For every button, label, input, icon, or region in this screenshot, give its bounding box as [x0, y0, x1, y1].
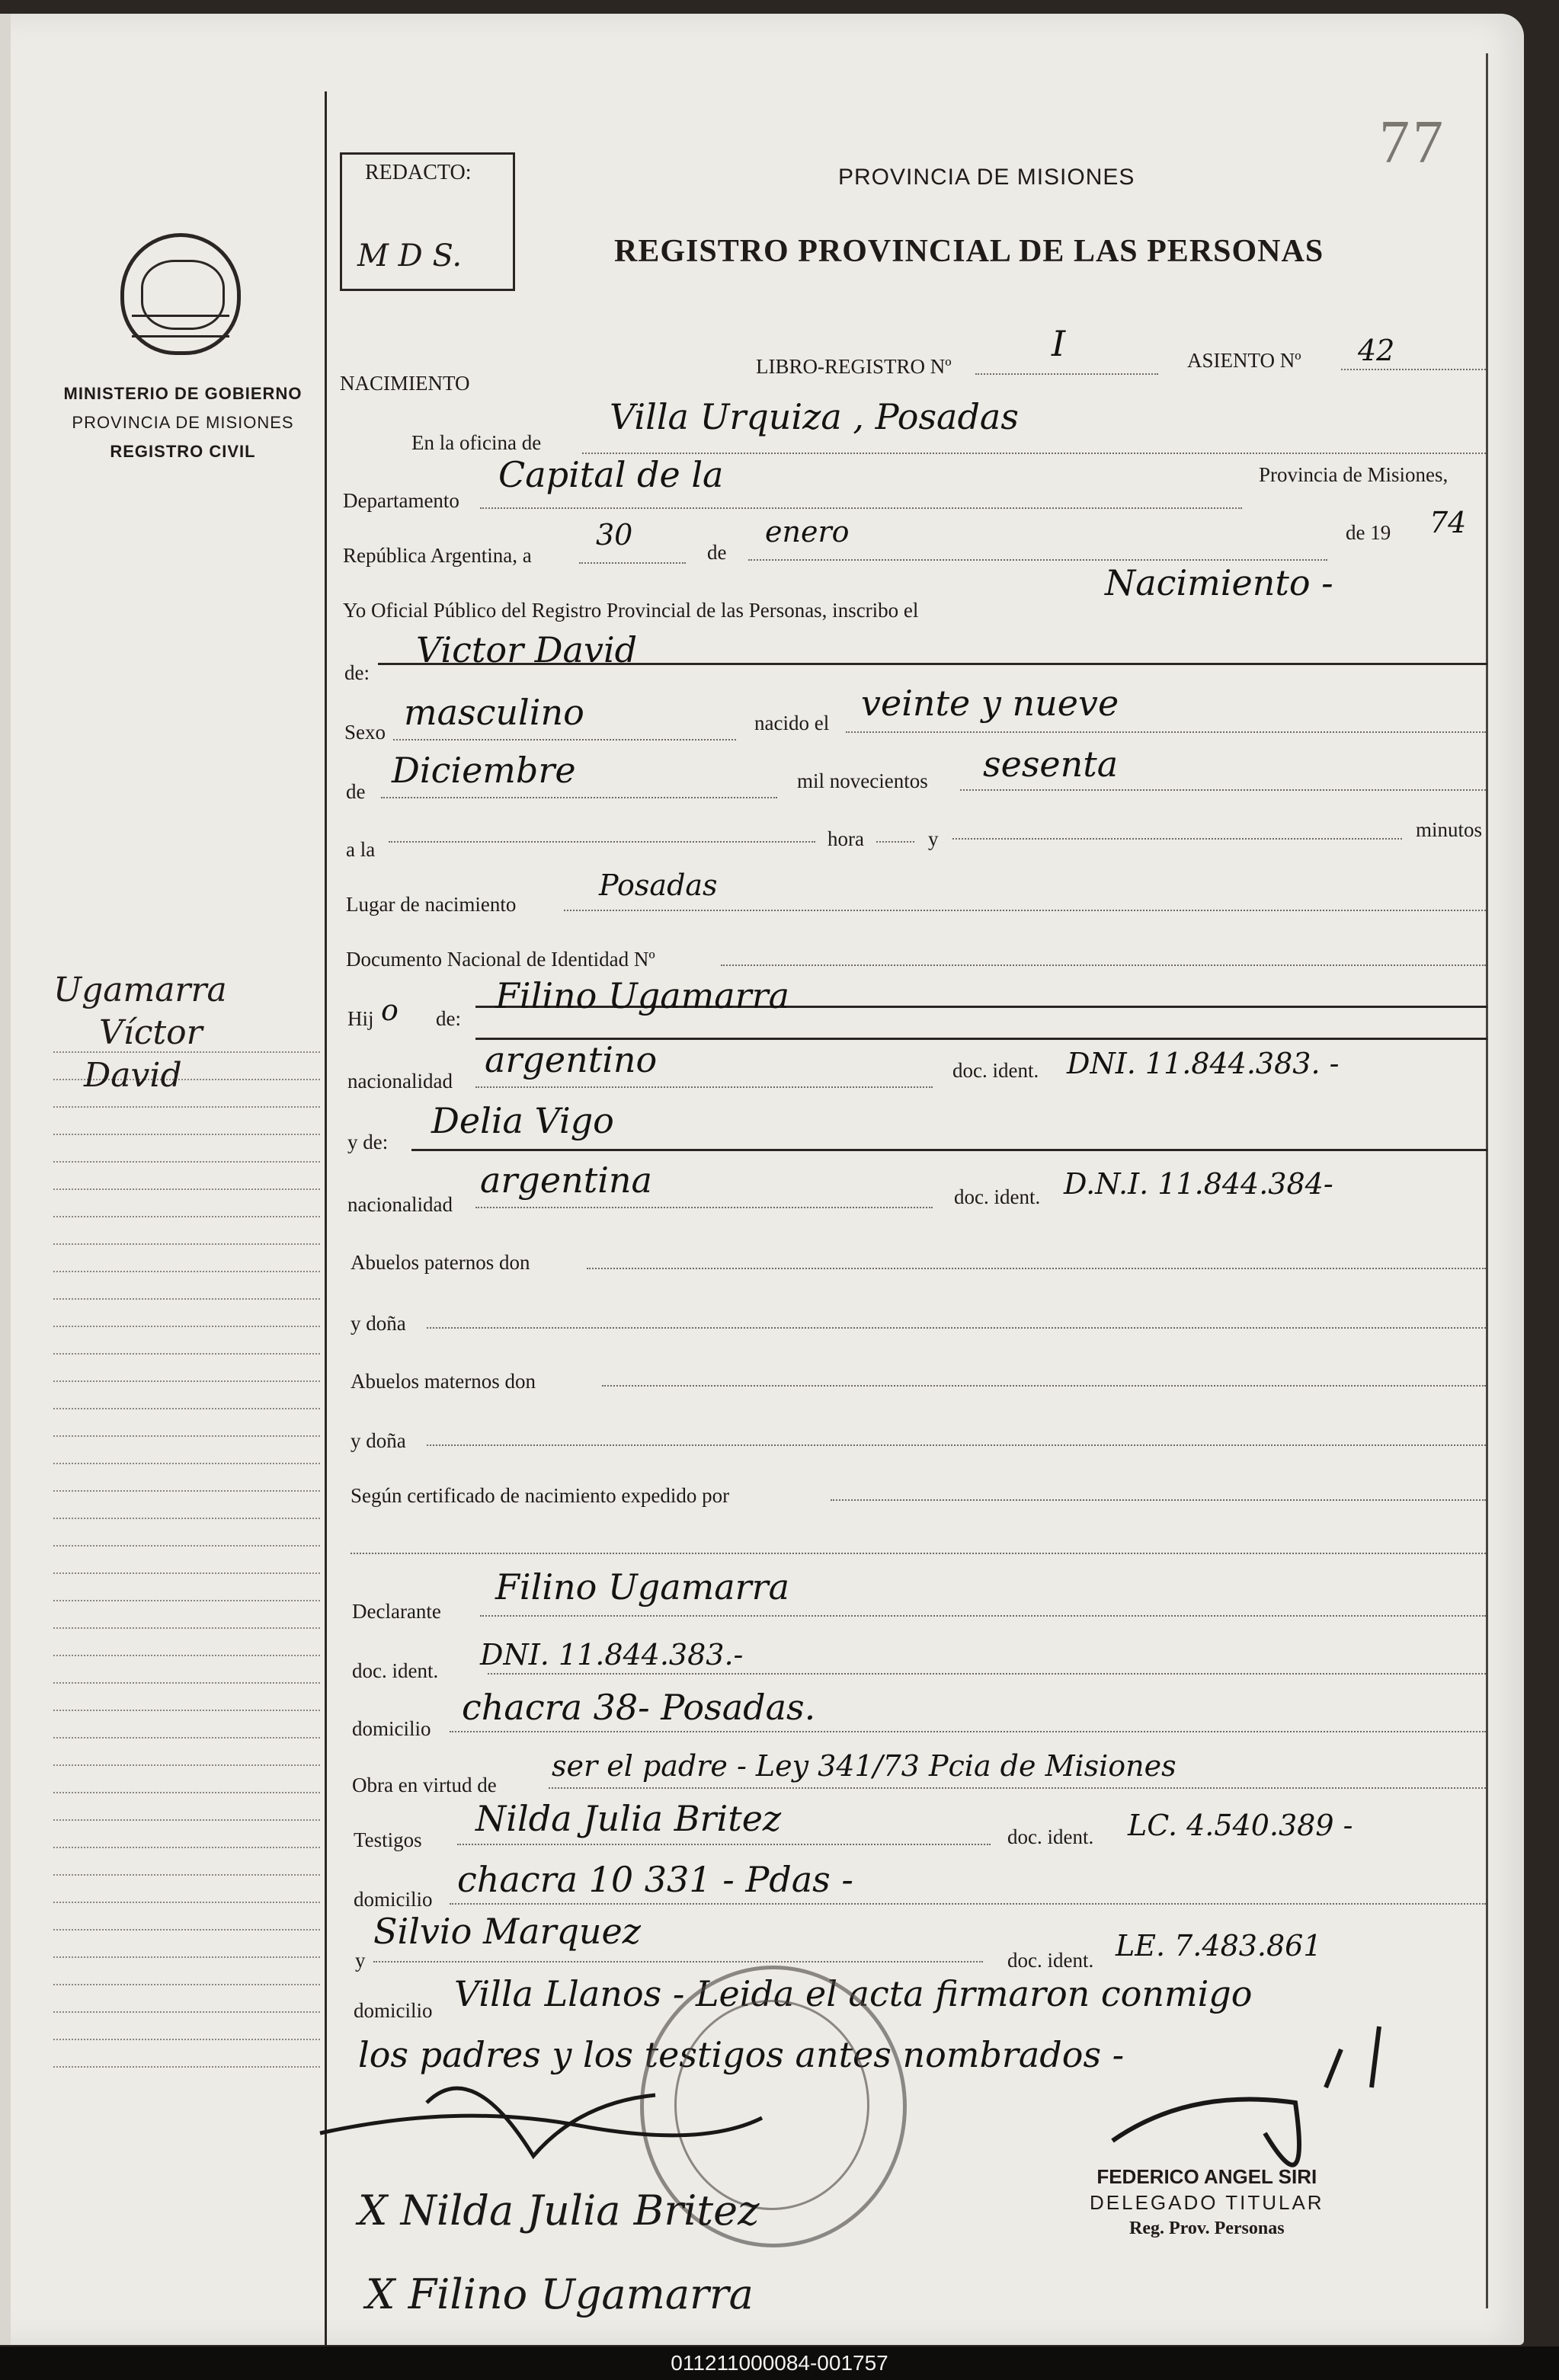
- nombre-value: Victor David: [416, 629, 638, 670]
- documento-label: Documento Nacional de Identidad Nº: [346, 948, 655, 971]
- asiento-value: 42: [1358, 334, 1395, 367]
- official-signature-block: [1090, 2164, 1324, 2241]
- madre-value: Delia Vigo: [431, 1100, 614, 1141]
- abuela-materna-label: y doña: [351, 1429, 406, 1452]
- lugar-label: Lugar de nacimiento: [346, 893, 517, 916]
- nacionalidad-madre-label: nacionalidad: [347, 1193, 453, 1216]
- madre-de-label: y de:: [347, 1131, 389, 1153]
- abuela-paterna-label: y doña: [351, 1312, 406, 1335]
- testigo1-doc-value: LC. 4.540.389 -: [1128, 1809, 1353, 1842]
- libro-label: LIBRO-REGISTRO Nº: [756, 355, 952, 378]
- nac-madre-value: argentina: [480, 1160, 652, 1201]
- nac-padre-value: argentino: [485, 1039, 658, 1080]
- doc-padre-label: doc. ident.: [952, 1059, 1039, 1082]
- official-role: DELEGADO TITULAR: [1090, 2191, 1324, 2214]
- witness-signature: X Nilda Julia Britez: [358, 2186, 760, 2234]
- anio-value: 74: [1429, 506, 1467, 539]
- signature-stroke: [427, 2088, 655, 2156]
- doc-decl-label: doc. ident.: [352, 1659, 439, 1682]
- domicilio3-label: domicilio: [354, 1999, 433, 2022]
- oficina-value: Villa Urquiza , Posadas: [610, 396, 1019, 437]
- hijo-de-label: de:: [436, 1007, 461, 1030]
- signature-stroke: [320, 2116, 762, 2135]
- domicilio3-value: Villa Llanos - Leida el acta firmaron conmigo: [454, 1973, 1253, 2014]
- ministry-province: PROVINCIA DE MISIONES: [72, 413, 294, 432]
- lugar-value: Posadas: [599, 869, 718, 902]
- hora-label: hora: [828, 827, 864, 850]
- asiento-label: ASIENTO Nº: [1187, 349, 1301, 372]
- de-mes-label: de: [346, 780, 366, 803]
- testigo1-value: Nilda Julia Britez: [475, 1798, 782, 1839]
- section-nacimiento: NACIMIENTO: [340, 372, 470, 395]
- a-la-label: a la: [346, 838, 376, 861]
- libro-value: I: [1052, 323, 1066, 364]
- signature-stroke: [1112, 2100, 1299, 2165]
- margin-middlename: David: [84, 1056, 182, 1095]
- padre-value: Filino Ugamarra: [495, 975, 790, 1016]
- hijo-gender: o: [381, 993, 399, 1027]
- mes-value: enero: [765, 515, 850, 549]
- y-label: y: [928, 827, 939, 850]
- page-number: 77: [1379, 109, 1446, 176]
- header-title: REGISTRO PROVINCIAL DE LAS PERSONAS: [614, 234, 1324, 269]
- abuelos-maternos-label: Abuelos maternos don: [351, 1370, 536, 1393]
- de-nombre-label: de:: [344, 661, 370, 684]
- testigo1-doc-label: doc. ident.: [1007, 1825, 1094, 1848]
- provincia-label: Provincia de Misiones,: [1259, 463, 1449, 486]
- doc-padre-value: DNI. 11.844.383. -: [1067, 1047, 1340, 1080]
- segun-label: Según certificado de nacimiento expedido por: [351, 1484, 730, 1507]
- redacto-initials: M D S.: [357, 238, 463, 274]
- departamento-label: Departamento: [343, 489, 459, 512]
- margin-surname: Ugamarra: [53, 971, 227, 1009]
- obra-label: Obra en virtud de: [352, 1774, 497, 1796]
- ministry-name: MINISTERIO DE GOBIERNO: [63, 384, 303, 403]
- sexo-label: Sexo: [344, 721, 386, 744]
- minutos-label: minutos: [1416, 818, 1483, 841]
- hijo-label: Hij: [347, 1007, 374, 1030]
- nacido-label: nacido el: [754, 712, 830, 734]
- obra-value: ser el padre - Ley 341/73 Pcia de Misiones: [552, 1749, 1176, 1783]
- oficial-label: Yo Oficial Público del Registro Provincial de las Personas, inscribo el: [343, 599, 919, 622]
- margin-firstname: Víctor: [99, 1013, 203, 1052]
- republica-label: República Argentina, a: [343, 544, 532, 567]
- father-signature: X Filino Ugamarra: [366, 2270, 754, 2318]
- ministry-registry: REGISTRO CIVIL: [110, 442, 256, 461]
- testigos-label: Testigos: [354, 1828, 422, 1851]
- nacionalidad-padre-label: nacionalidad: [347, 1070, 453, 1092]
- sexo-value: masculino: [404, 692, 584, 733]
- official-office: Reg. Prov. Personas: [1129, 2218, 1285, 2238]
- oficina-label: En la oficina de: [411, 431, 542, 454]
- doc-madre-value: D.N.I. 11.844.384-: [1064, 1167, 1333, 1201]
- image-footer: [0, 2346, 1559, 2380]
- redacto-label: REDACTO:: [365, 161, 472, 184]
- declarante-label: Declarante: [352, 1600, 441, 1623]
- doc-madre-label: doc. ident.: [954, 1185, 1041, 1208]
- y2-label: y: [355, 1949, 366, 1972]
- testigo2-value: Silvio Marquez: [373, 1911, 641, 1952]
- inscripcion-type: Nacimiento -: [1105, 562, 1333, 603]
- nacido-value: veinte y nueve: [861, 683, 1119, 724]
- mil-value: sesenta: [983, 744, 1119, 785]
- departamento-value: Capital de la: [498, 454, 724, 495]
- footer-id: 011211000084-001757: [671, 2351, 888, 2375]
- anio-label: de 19: [1346, 521, 1391, 544]
- testigo2-doc-value: LE. 7.483.861: [1116, 1929, 1322, 1963]
- domicilio2-label: domicilio: [354, 1888, 433, 1911]
- signature-stroke: [1326, 2027, 1379, 2087]
- official-name: FEDERICO ANGEL SIRI: [1096, 2165, 1317, 2188]
- mil-label: mil novecientos: [797, 769, 928, 792]
- domicilio-value: chacra 38- Posadas.: [462, 1687, 816, 1728]
- declarante-value: Filino Ugamarra: [495, 1566, 790, 1607]
- header-province: PROVINCIA DE MISIONES: [838, 165, 1135, 190]
- abuelos-paternos-label: Abuelos paternos don: [351, 1251, 530, 1274]
- de-label: de: [707, 541, 727, 564]
- domicilio2-value: chacra 10 331 - Pdas -: [457, 1859, 853, 1900]
- domicilio-label: domicilio: [352, 1717, 431, 1740]
- mes-nac-value: Diciembre: [392, 750, 576, 791]
- testigo2-doc-label: doc. ident.: [1007, 1949, 1094, 1972]
- continuation-value: los padres y los testigos antes nombrados -: [358, 2034, 1125, 2075]
- doc-decl-value: DNI. 11.844.383.-: [480, 1638, 744, 1671]
- dia-value: 30: [596, 518, 633, 552]
